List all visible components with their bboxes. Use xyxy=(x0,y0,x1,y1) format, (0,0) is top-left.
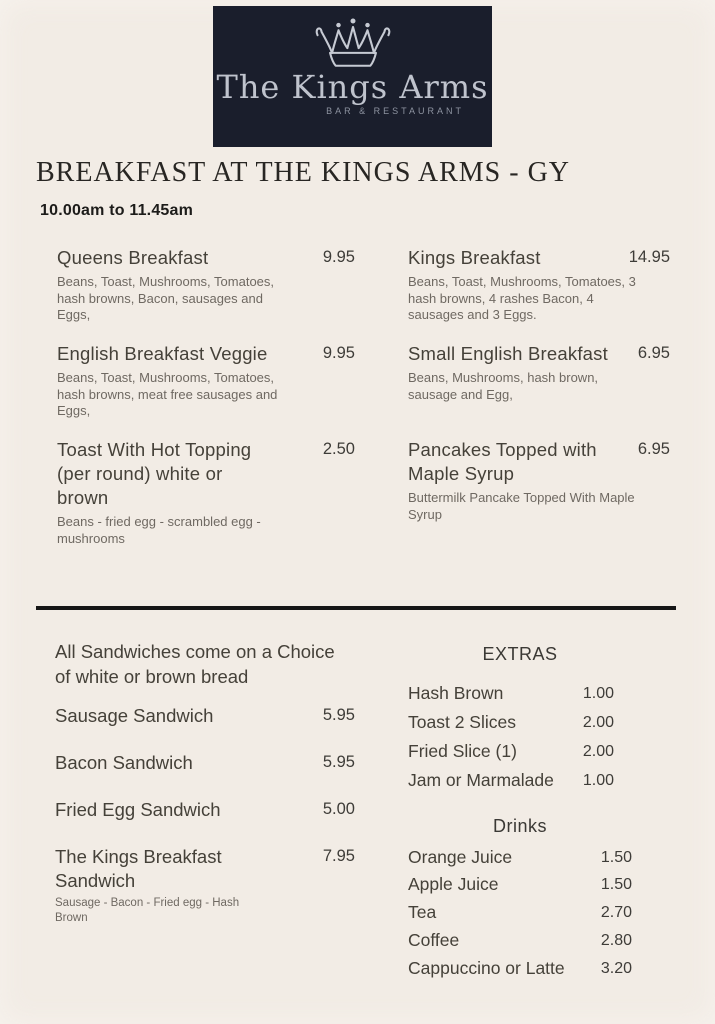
menu-row xyxy=(408,770,632,792)
row-price: 2.70 xyxy=(600,904,632,922)
row-name: Fried Slice (1) xyxy=(408,740,517,761)
drinks-title: Drinks xyxy=(492,815,547,836)
item-description: Sausage - Bacon - Fried egg - Hash Brown xyxy=(55,897,240,925)
item-name: Small English Breakfast xyxy=(408,342,608,364)
row-name: Hash Brown xyxy=(408,683,504,703)
row-name: Apple Juice xyxy=(408,874,499,895)
logo-subtitle: BAR & RESTAURANT xyxy=(326,106,464,116)
menu-item xyxy=(55,798,355,822)
row-price: 2.80 xyxy=(600,932,632,950)
sandwich-note: All Sandwiches come on a Choice of white or brown bread xyxy=(55,641,335,687)
item-description: Beans, Toast, Mushrooms, Tomatoes, 3 hash browns, 4 rashes Bacon, 4 sausages and 3 Eggs. xyxy=(408,274,636,323)
item-price: 5.95 xyxy=(322,705,355,724)
menu-item xyxy=(57,342,355,420)
menu-row xyxy=(408,683,632,705)
extras-list xyxy=(408,683,632,792)
item-name: Toast With Hot Topping (per round) white or brown xyxy=(57,438,252,508)
menu-item xyxy=(57,438,355,547)
item-name: Kings Breakfast xyxy=(408,247,541,268)
menu-row xyxy=(408,958,632,980)
row-price: 2.00 xyxy=(582,742,614,760)
drinks-list xyxy=(408,847,632,980)
row-price: 1.00 xyxy=(582,685,614,702)
menu-row xyxy=(408,874,632,896)
menu-row xyxy=(408,847,632,869)
row-name: Toast 2 Slices xyxy=(408,711,516,732)
item-description: Beans - fried egg - scrambled egg - mushrooms xyxy=(57,513,261,546)
opening-hours: 10.00am to 11.45am xyxy=(40,202,194,219)
item-description: Beans, Mushrooms, hash brown, sausage and Egg, xyxy=(408,369,599,402)
row-name: Coffee xyxy=(408,930,460,951)
menu-item xyxy=(55,704,355,728)
item-price: 5.00 xyxy=(322,800,355,819)
item-name: The Kings Breakfast Sandwich xyxy=(55,846,222,892)
item-price: 9.95 xyxy=(322,343,355,362)
item-price: 9.95 xyxy=(322,248,355,266)
page-title: BREAKFAST AT THE KINGS ARMS - GY xyxy=(36,157,571,188)
menu-item xyxy=(408,438,670,547)
row-name: Jam or Marmalade xyxy=(408,769,554,790)
menu-item xyxy=(55,845,355,926)
row-price: 3.20 xyxy=(600,960,632,977)
row-name: Tea xyxy=(408,902,437,923)
item-name: English Breakfast Veggie xyxy=(57,342,268,364)
crown-icon xyxy=(302,15,404,73)
item-price: 6.95 xyxy=(637,343,670,362)
row-price: 2.00 xyxy=(582,713,614,731)
item-price: 7.95 xyxy=(322,847,355,866)
item-price: 5.95 xyxy=(322,752,355,771)
extras-title: EXTRAS xyxy=(482,644,558,664)
item-description: Beans, Toast, Mushrooms, Tomatoes, hash browns, Bacon, sausages and Eggs, xyxy=(57,274,275,323)
bottom-section xyxy=(55,640,632,986)
item-name: Pancakes Topped with Maple Syrup xyxy=(408,438,597,484)
menu-item xyxy=(55,751,355,775)
logo-box xyxy=(213,6,492,147)
menu-row xyxy=(408,712,632,734)
menu-item xyxy=(57,246,355,324)
menu-item xyxy=(408,342,670,420)
row-price: 1.50 xyxy=(600,876,632,894)
menu-row xyxy=(408,741,632,763)
menu-row xyxy=(408,902,632,924)
extras-column xyxy=(408,640,632,986)
menu-item xyxy=(408,246,670,324)
section-divider xyxy=(36,606,676,610)
breakfast-section xyxy=(57,246,670,547)
logo-name: The Kings Arms xyxy=(216,68,489,106)
item-price: 2.50 xyxy=(322,439,355,458)
item-name: Sausage Sandwich xyxy=(55,704,214,726)
item-name: Bacon Sandwich xyxy=(55,751,193,773)
row-name: Cappuccino or Latte xyxy=(408,958,565,978)
menu-row xyxy=(408,930,632,952)
item-price: 6.95 xyxy=(637,439,670,458)
item-description: Buttermilk Pancake Topped With Maple Syrup xyxy=(408,489,635,522)
item-price: 14.95 xyxy=(628,248,670,266)
row-name: Orange Juice xyxy=(408,846,513,867)
sandwiches-column xyxy=(55,640,355,986)
item-name: Queens Breakfast xyxy=(57,247,209,268)
row-price: 1.00 xyxy=(582,771,614,789)
item-name: Fried Egg Sandwich xyxy=(55,799,221,821)
item-description: Beans, Toast, Mushrooms, Tomatoes, hash browns, meat free sausages and Eggs, xyxy=(57,369,278,419)
row-price: 1.50 xyxy=(600,848,632,866)
